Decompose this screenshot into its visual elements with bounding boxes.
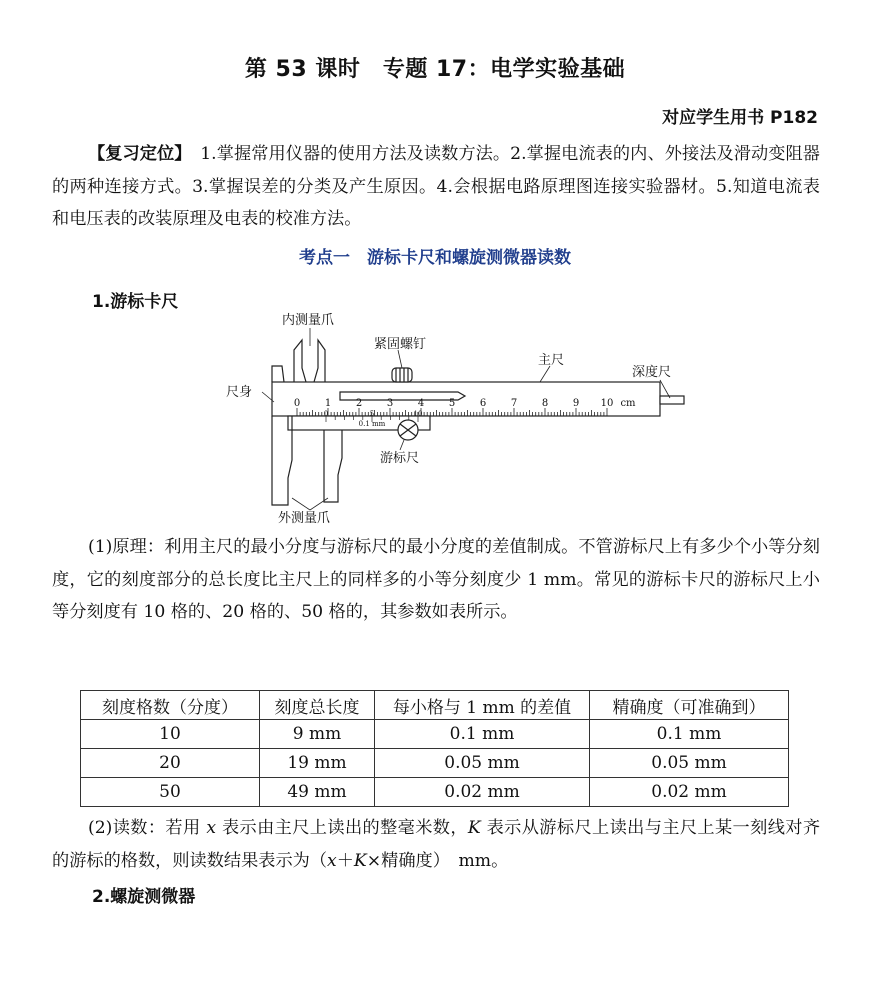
label-inner-jaw: 内测量爪 bbox=[282, 313, 335, 328]
subheading-vernier-caliper: 1.游标卡尺 bbox=[92, 292, 179, 312]
main-scale-number: 8 bbox=[541, 398, 549, 409]
table-cell: 19 mm bbox=[260, 749, 375, 778]
main-scale-number: 9 bbox=[572, 398, 580, 409]
table-cell: 0.05 mm bbox=[375, 749, 590, 778]
page-title: 第 53 课时 专题 17：电学实验基础 bbox=[244, 57, 626, 82]
reading-text: (2)读数：若用 bbox=[88, 818, 207, 838]
label-outer-jaw: 外测量爪 bbox=[278, 511, 331, 525]
vernier-unit: 0.1 mm bbox=[358, 420, 386, 428]
vernier-number: 0 bbox=[323, 410, 329, 418]
table-header: 刻度格数（分度） bbox=[81, 691, 260, 720]
main-scale-number: 7 bbox=[510, 398, 518, 409]
review-label: 【复习定位】 bbox=[88, 144, 183, 164]
table-row bbox=[81, 778, 789, 807]
student-book-reference: 对应学生用书 P182 bbox=[662, 108, 818, 128]
label-main-scale: 主尺 bbox=[538, 353, 565, 368]
review-text: 1.掌握常用仪器的使用方法及读数方法。2.掌握电流表的内、外接法及滑动变阻器的两种连接方式。3.掌握误差的分类及产生原因。4.会根据电路原理图连接实验器材。5.知道电流表和电压表的改装原理及电表的校准方法。 bbox=[52, 144, 820, 229]
label-vernier: 游标尺 bbox=[380, 451, 420, 466]
label-body: 尺身 bbox=[226, 385, 253, 400]
reading-text: ＋ bbox=[336, 850, 354, 871]
main-scale-number: 1 bbox=[324, 398, 332, 409]
table-cell: 10 bbox=[81, 720, 260, 749]
main-scale-number: 0 bbox=[293, 398, 301, 409]
variable-k: K bbox=[353, 850, 367, 871]
principle-paragraph: (1)原理：利用主尺的最小分度与游标尺的最小分度的差值制成。不管游标尺上有多少个小等分刻度，它的刻度部分的总长度比主尺上的同样多的小等分刻度少 1 mm。常见的游标卡尺的游标尺上小等分刻度有 10 格的、20 格的、50 格的，其参数如表所示。 bbox=[52, 537, 820, 622]
table-cell: 49 mm bbox=[260, 778, 375, 807]
table-cell: 20 bbox=[81, 749, 260, 778]
vernier-caliper-figure bbox=[200, 310, 690, 525]
main-scale-number: 6 bbox=[479, 398, 487, 409]
subheading-micrometer: 2.螺旋测微器 bbox=[92, 887, 196, 907]
table-cell: 0.02 mm bbox=[375, 778, 590, 807]
table-header-row bbox=[81, 691, 789, 720]
main-scale-number: 2 bbox=[355, 398, 363, 409]
table-header: 精确度（可准确到） bbox=[590, 691, 789, 720]
main-scale-number: 3 bbox=[386, 398, 394, 409]
vernier-number: 5 bbox=[369, 410, 375, 418]
table-row bbox=[81, 720, 789, 749]
table-cell: 50 bbox=[81, 778, 260, 807]
vernier-number: 10 bbox=[413, 410, 423, 418]
reading-paragraph bbox=[52, 812, 820, 877]
reading-text: 表示由主尺上读出的整毫米数， bbox=[216, 818, 468, 838]
main-scale-unit: cm bbox=[620, 398, 636, 409]
label-screw: 紧固螺钉 bbox=[374, 337, 427, 352]
table-header: 刻度总长度 bbox=[260, 691, 375, 720]
label-depth-rod: 深度尺 bbox=[632, 365, 672, 380]
review-paragraph bbox=[52, 138, 820, 236]
main-scale-number: 10 bbox=[600, 398, 614, 409]
table-cell: 0.1 mm bbox=[590, 720, 789, 749]
table-row bbox=[81, 749, 789, 778]
variable-x: x bbox=[206, 818, 217, 838]
caliper-parameter-table bbox=[80, 690, 789, 807]
reading-text: 表示从游标尺上读出与主尺上某一刻线对齐的游标的格数，则读数结果表示为（ bbox=[52, 818, 821, 871]
main-scale-number: 5 bbox=[448, 398, 456, 409]
table-cell: 9 mm bbox=[260, 720, 375, 749]
table-cell: 0.02 mm bbox=[590, 778, 789, 807]
table-header: 每小格与 1 mm 的差值 bbox=[375, 691, 590, 720]
reading-text: ×精确度） mm。 bbox=[366, 850, 509, 871]
table-cell: 0.1 mm bbox=[375, 720, 590, 749]
variable-x: x bbox=[327, 850, 337, 871]
main-scale-number: 4 bbox=[417, 398, 425, 409]
variable-k: K bbox=[467, 818, 481, 838]
section-heading: 考点一 游标卡尺和螺旋测微器读数 bbox=[299, 248, 571, 268]
table-cell: 0.05 mm bbox=[590, 749, 789, 778]
